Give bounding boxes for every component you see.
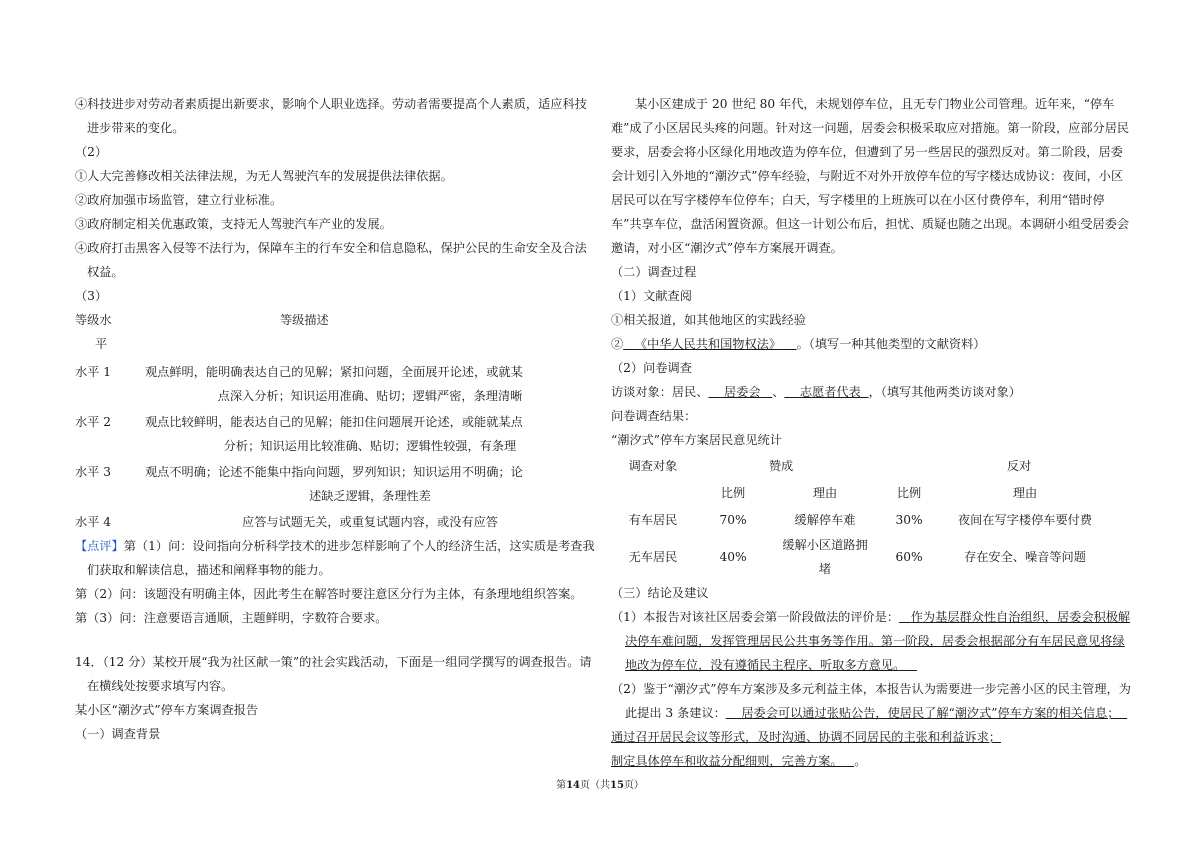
interview-sep: 、 bbox=[772, 385, 785, 399]
level-header-desc: 等级描述 bbox=[280, 313, 329, 327]
th-ratio: 比例 bbox=[720, 485, 746, 500]
level-desc-cont: 述缺乏逻辑，条理性差 bbox=[309, 489, 431, 503]
conclusion-1-answer: 作为基层群众性自治组织，居委会积极解决停车难问题，发挥管理居民公共事务等作用。第一阶段，居委会根据部分有车居民意见将绿地改为停车位，没有遵循民主程序、听取多方意见。 bbox=[625, 610, 1131, 672]
th-reason: 理由 bbox=[812, 485, 838, 500]
table-row bbox=[617, 533, 1105, 581]
level-desc: 观点鲜明，能明确表达自己的见解；紧扣问题，全面展开论述，或就某 bbox=[145, 365, 523, 379]
cell-object: 有车居民 bbox=[628, 512, 678, 527]
interview-targets bbox=[611, 380, 1131, 404]
page-footer bbox=[0, 776, 1200, 791]
level-header-level: 等级水 bbox=[75, 313, 112, 327]
level-desc: 观点比较鲜明，能表达自己的见解；能扣住问题展开论述，或能就某点 bbox=[145, 415, 523, 429]
conclusion-1 bbox=[611, 605, 1131, 677]
section-2-title: （二）调查过程 bbox=[611, 265, 697, 279]
cell-yes-ratio: 40% bbox=[719, 550, 747, 564]
th-object: 调查对象 bbox=[628, 458, 678, 473]
interview-answer-2: 志愿者代表 bbox=[799, 385, 861, 399]
total-pages: 15 bbox=[610, 780, 624, 791]
survey-table-header-2 bbox=[617, 479, 1105, 506]
footer-pre: 第 bbox=[556, 780, 567, 791]
part-2-item-1: ①人大完善修改相关法律法规，为无人驾驶汽车的发展提供法律依据。 bbox=[75, 169, 453, 183]
th-support: 赞成 bbox=[768, 458, 794, 473]
footer-mid: 页（共 bbox=[580, 780, 610, 791]
cell-no-reason: 存在安全、噪音等问题 bbox=[964, 550, 1086, 564]
th-reason: 理由 bbox=[1012, 485, 1038, 500]
level-name: 水平 3 bbox=[75, 465, 112, 479]
conclusion-2-answer-2: 通过召开居民会议等形式，及时沟通、协调不同居民的主张和利益诉求； bbox=[611, 730, 1001, 744]
level-desc-cont: 点深入分析；知识运用准确、贴切；逻辑严密，条理清晰 bbox=[217, 389, 523, 403]
level-table bbox=[75, 308, 595, 534]
cell-yes-reason: 缓解小区道路拥堵 bbox=[782, 538, 868, 576]
level-table-header bbox=[75, 308, 595, 332]
table-row bbox=[617, 506, 1105, 533]
conclusion-1-prefix: （1）本报告对该社区居委会第一阶段做法的评价是： bbox=[611, 610, 900, 624]
cell-no-reason: 夜间在写字楼停车要付费 bbox=[957, 512, 1093, 527]
comment-q1 bbox=[75, 534, 595, 582]
part-2-item-2: ②政府加强市场监管，建立行业标准。 bbox=[75, 193, 283, 207]
comment-q1-text: 第（1）问：设问指向分析科学技术的进步怎样影响了个人的经济生活，这实质是考查我们获取和解读信息，描述和阐释事物的能力。 bbox=[87, 539, 595, 577]
part-2-item-3: ③政府制定相关优惠政策，支持无人驾驶汽车产业的发展。 bbox=[75, 217, 392, 231]
left-column bbox=[75, 92, 595, 746]
level-name: 水平 4 bbox=[75, 515, 112, 529]
part-2-item-4: ④政府打击黑客入侵等不法行为，保障车主的行车安全和信息隐私，保护公民的生命安全及合法权益。 bbox=[75, 241, 587, 279]
level-header-level-cont: 平 bbox=[95, 337, 108, 351]
cell-no-ratio: 60% bbox=[895, 550, 923, 564]
comment-q2: 第（2）问：该题没有明确主体，因此考生在解答时要注意区分行为主体，有条理地组织答案。 bbox=[75, 587, 583, 601]
level-name: 水平 1 bbox=[75, 365, 112, 379]
level-desc-cont: 分析；知识运用比较准确、贴切；逻辑性较强，有条理 bbox=[223, 439, 517, 453]
section-1-title: （一）调查背景 bbox=[75, 727, 161, 741]
page-number: 14 bbox=[566, 780, 580, 791]
literature-item-1: ①相关报道，如其他地区的实践经验 bbox=[611, 313, 806, 327]
subsection-literature: （1）文献查阅 bbox=[611, 289, 692, 303]
interview-suffix: ，（填写其他两类访谈对象） bbox=[868, 385, 1021, 399]
conclusion-2-prefix: （2）鉴于“潮汐式”停车方案涉及多元利益主体，本报告认为需要进一步完善小区的民主管理，为此提出 3 条建议： bbox=[611, 682, 1131, 720]
level-desc: 观点不明确；论述不能集中指向问题，罗列知识；知识运用不明确；论 bbox=[145, 465, 523, 479]
cell-object: 无车居民 bbox=[628, 550, 678, 564]
level-row bbox=[75, 510, 595, 534]
cell-yes-ratio: 70% bbox=[719, 512, 747, 527]
conclusion-2 bbox=[611, 677, 1131, 725]
th-ratio: 比例 bbox=[896, 485, 922, 500]
level-row bbox=[75, 360, 595, 408]
literature-answer: 《中华人民共和国物权法》 bbox=[634, 337, 782, 351]
survey-table bbox=[617, 452, 1105, 581]
literature-item-2-suffix: 。（填写一种其他类型的文献资料） bbox=[796, 337, 986, 351]
th-oppose: 反对 bbox=[1006, 458, 1032, 473]
interview-answer-1: 居委会 bbox=[724, 385, 761, 399]
right-column bbox=[611, 92, 1131, 773]
answer-item-4: ④科技进步对劳动者素质提出新要求，影响个人职业选择。劳动者需要提高个人素质，适应科技进步带来的变化。 bbox=[75, 97, 587, 135]
conclusion-2-line-3 bbox=[611, 749, 1131, 773]
survey-table-header-1 bbox=[617, 452, 1105, 479]
background-paragraph: 某小区建成于 20 世纪 80 年代，未规划停车位，且无专门物业公司管理。近年来，“停车难”成了小区居民头疼的问题。针对这一问题，居委会积极采取应对措施。第一阶段，应部分居民要求，居委会将小区绿化用地改造为停车位，但遭到了另一些居民的强烈反对。第二阶段，居委会计划引入外地的“潮汐式”停车经验，与附近不对外开放停车位的写字楼达成协议：夜间，小区居民可以在写字楼停车位停车；白天，写字楼里的上班族可以在小区付费停车，利用“错时停车”共享车位，盘活闲置资源。但这一计划公布后，担忧、质疑也随之出现。本调研小组受居委会邀请，对小区“潮汐式”停车方案展开调查。 bbox=[611, 97, 1130, 255]
survey-table-title: “潮汐式”停车方案居民意见统计 bbox=[611, 433, 782, 447]
cell-no-ratio: 30% bbox=[895, 512, 923, 527]
level-name: 水平 2 bbox=[75, 415, 112, 429]
question-14: 14．（12 分）某校开展“我为社区献一策”的社会实践活动，下面是一组同学撰写的调查报告。请在横线处按要求填写内容。 bbox=[75, 655, 592, 693]
subsection-questionnaire: （2）问卷调查 bbox=[611, 361, 692, 375]
survey-result-title: 问卷调查结果： bbox=[611, 409, 697, 423]
conclusion-2-answer-3: 制定具体停车和收益分配细则，完善方案。 bbox=[611, 754, 843, 768]
level-row bbox=[75, 460, 595, 508]
interview-prefix: 访谈对象：居民、 bbox=[611, 385, 709, 399]
comment-tag: 【点评】 bbox=[75, 539, 124, 553]
literature-item-2-prefix: ② bbox=[611, 337, 624, 351]
level-desc: 应答与试题无关，或重复试题内容，或没有应答 bbox=[242, 515, 498, 529]
level-row bbox=[75, 410, 595, 458]
footer-post: 页） bbox=[623, 780, 644, 791]
cell-yes-reason: 缓解停车难 bbox=[794, 512, 856, 527]
report-title: 某小区“潮汐式”停车方案调查报告 bbox=[75, 703, 259, 717]
part-3-label: （3） bbox=[75, 289, 108, 303]
part-2-label: （2） bbox=[75, 145, 108, 159]
comment-q3: 第（3）问：注意要语言通顺，主题鲜明，字数符合要求。 bbox=[75, 611, 388, 625]
conclusion-2-answer-1: 居委会可以通过张贴公告，使居民了解“潮汐式”停车方案的相关信息； bbox=[741, 706, 1120, 720]
literature-item-2 bbox=[611, 332, 1131, 356]
conclusion-2-line-2 bbox=[611, 725, 1131, 749]
conclusion-2-end: 。 bbox=[854, 754, 867, 768]
section-3-title: （三）结论及建议 bbox=[611, 586, 709, 600]
